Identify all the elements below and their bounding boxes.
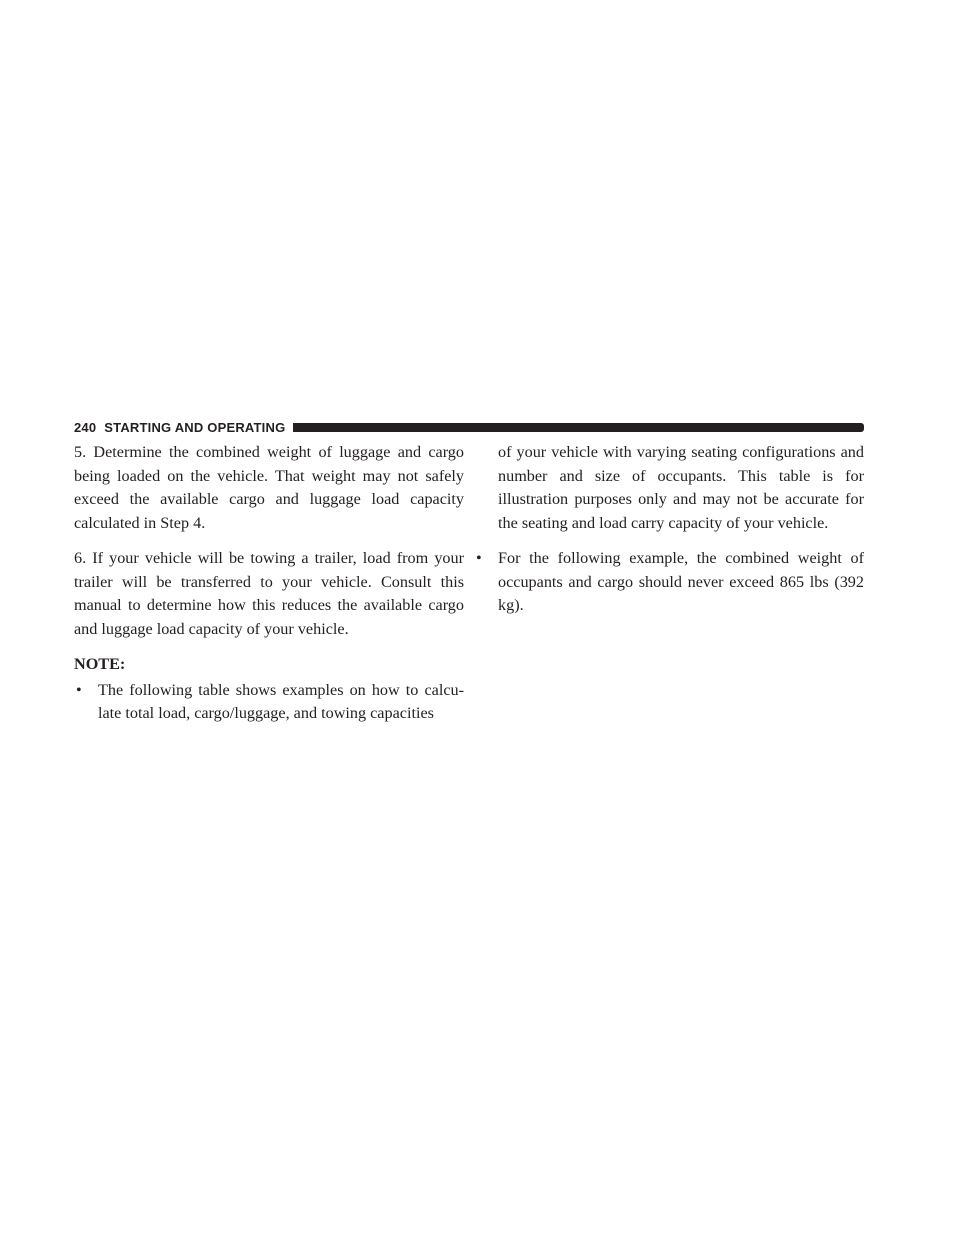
bullet-item-table-examples [74,679,464,726]
left-column [74,441,464,738]
section-title: STARTING AND OPERATING [104,419,286,435]
bullet-text: The following table shows examples on how to calcu-late total load, cargo/luggage, and towing capacities [98,680,464,722]
bullet-item-weight-example [474,547,864,618]
header-rule [293,423,864,432]
right-column [474,441,864,630]
page-number: 240 [74,419,97,435]
bullet-icon: • [76,680,82,699]
bullet-continuation: of your vehicle with varying seating configurations and number and size of occupants. This table is for illustration purposes only and may not be accurate for the seating and load carry capacity of your vehicle. [498,443,864,532]
bullet-icon: • [476,549,482,567]
page-header [74,419,864,435]
step-5-paragraph: 5. Determine the combined weight of luggage and cargo being loaded on the vehicle. That weight may not safely exceed the available cargo and luggage load capacity calculated in Step 4. [74,443,464,532]
note-label: NOTE: [74,655,126,673]
step-6-paragraph: 6. If your vehicle will be towing a trailer, load from your trailer will be transferred to your vehicle. Consult this manual to determine how this reduces the available cargo and luggage load capacity of your vehicle. [74,549,464,638]
bullet-text: For the following example, the combined weight of occupants and cargo should never exceed 865 lbs (392 kg). [498,549,864,614]
